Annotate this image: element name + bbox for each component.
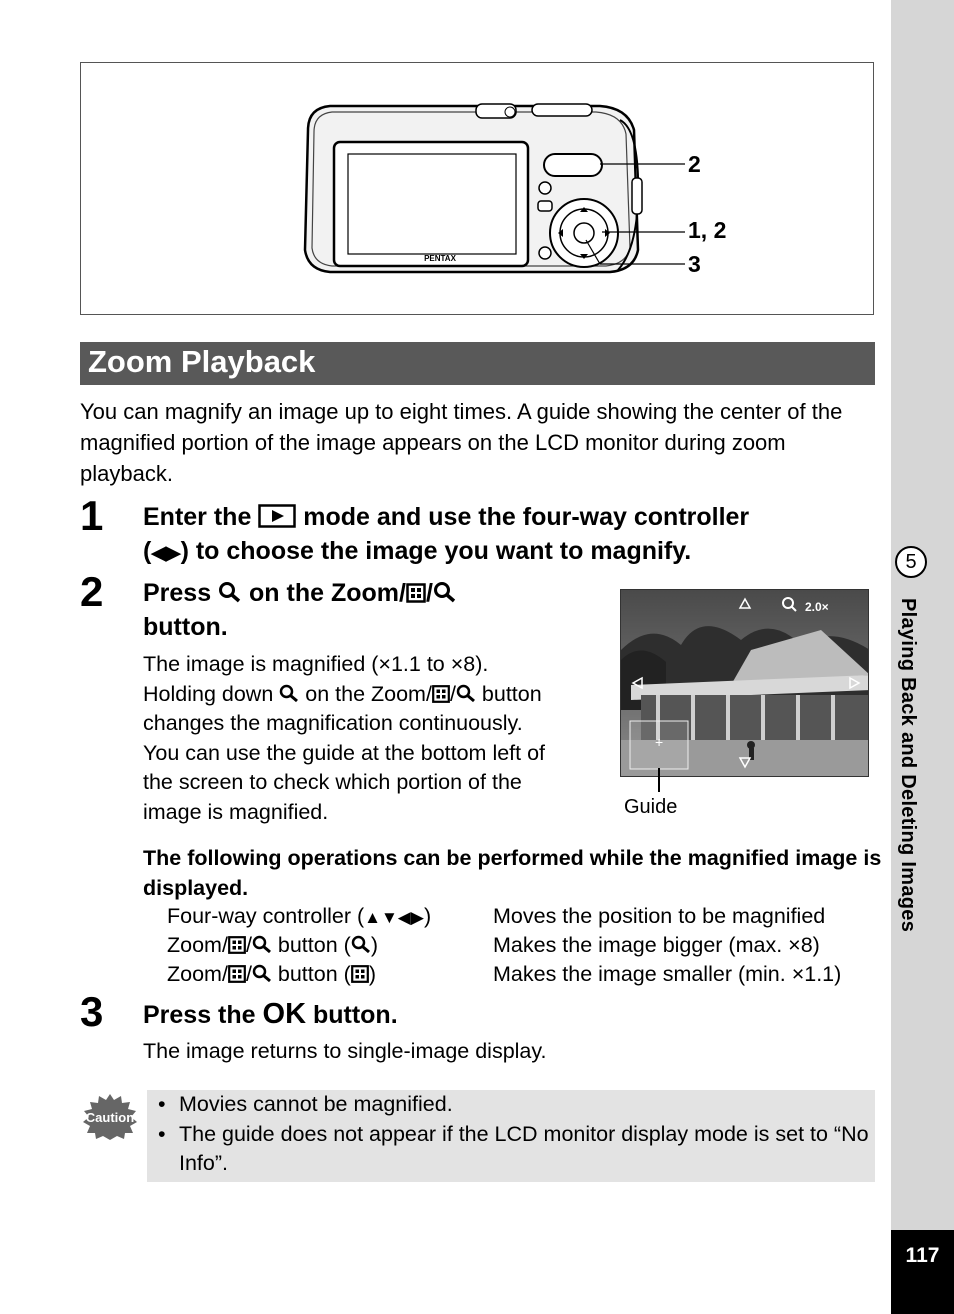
step-2-body-line-2b: on the Zoom/ [305, 681, 432, 706]
left-right-arrows-icon: ◀▶ [151, 543, 181, 564]
step-1-text-a: Enter the [143, 503, 252, 531]
operation-desc-zoom-out: Makes the image smaller (min. ×1.1) [493, 962, 842, 986]
thumbnail-icon-2 [432, 685, 450, 703]
thumbnail-icon [406, 579, 426, 607]
caution-icon-label: Caution [85, 1110, 135, 1125]
step-2-slash: / [425, 579, 433, 607]
step-2-body-line-4: You can use the guide at the bottom left of [143, 740, 546, 765]
ok-button-icon: OK [262, 998, 307, 1030]
lcd-zoom-example-image [620, 589, 869, 777]
operation-key-out-a: Zoom/ [167, 962, 228, 986]
step-2-body-line-5: the screen to check which portion of the [143, 770, 522, 794]
zoom-tele-icon-7 [252, 964, 272, 983]
operation-key-out-slash: / [245, 962, 252, 986]
step-2-text-a: Press [143, 579, 212, 607]
operation-key-in-c: button ( [271, 933, 351, 957]
zoom-tele-icon-5 [252, 935, 272, 954]
operations-heading: The following operations can be performed while the magnified image is displayed. [143, 846, 882, 900]
guide-pointer-line [658, 768, 660, 792]
intro-paragraph: You can magnify an image up to eight times. A guide showing the center of the magnified portion of the image appears on the LCD monitor during zoom playback. [80, 399, 843, 486]
callout-zoom: 2 [688, 151, 701, 177]
step-1-text-c: ( [143, 537, 152, 565]
caution-icon [82, 1092, 138, 1140]
step-3-text-b: button. [312, 1001, 398, 1029]
thumbnail-icon-3 [228, 936, 246, 954]
operation-desc-zoom-in: Makes the image bigger (max. ×8) [493, 933, 820, 957]
camera-brand: PENTAX [424, 254, 456, 263]
operation-desc-move: Moves the position to be magnified [493, 904, 826, 928]
step-2-body-line-2a: Holding down [143, 681, 274, 706]
step-3-number: 3 [80, 988, 104, 1035]
step-1-text-b: mode and use the four-way controller [303, 503, 750, 531]
zoom-tele-icon-3 [279, 684, 299, 703]
thumbnail-icon-4 [228, 965, 246, 983]
step-2-body-line-2c: button [481, 681, 542, 706]
bullet-icon: • [158, 1121, 166, 1146]
step-2-text-c: button. [143, 613, 228, 641]
operation-key-move-a: Four-way controller ( [167, 904, 365, 928]
thumbnail-icon-5 [351, 965, 369, 983]
step-3-text [143, 997, 398, 1032]
operation-key-out-d: ) [368, 962, 376, 986]
step-2-body-line-3: changes the magnification continuously. [143, 711, 523, 735]
step-3-body: The image returns to single-image display. [143, 1039, 547, 1063]
zoom-tele-icon-2 [433, 579, 457, 607]
page-number: 117 [891, 1230, 954, 1314]
operation-key-in-a: Zoom/ [167, 933, 228, 957]
operation-key-out-c: button ( [271, 962, 351, 986]
caution-item [158, 1120, 870, 1179]
step-2-body-line-1: The image is magnified (×1.1 to ×8). [143, 652, 489, 676]
step-2-body-slash: / [449, 681, 456, 706]
chapter-number: 5 [895, 546, 927, 578]
chapter-title: Playing Back and Deleting Images [897, 598, 919, 933]
step-2-text-b: on the Zoom/ [249, 579, 406, 607]
callout-controller: 1, 2 [688, 217, 727, 243]
operation-row-zoom-in [167, 931, 378, 961]
caution-item-text-1: Movies cannot be magnified. [179, 1092, 453, 1116]
operation-row-zoom-out [167, 960, 376, 990]
step-3-text-a: Press the [143, 1001, 256, 1029]
svg-text:+: + [655, 734, 664, 750]
section-title: Zoom Playback [88, 344, 316, 379]
caution-item-text-2: The guide does not appear if the LCD monitor display mode is set to “No Info”. [179, 1121, 869, 1175]
bullet-icon: • [158, 1092, 166, 1116]
zoom-tele-icon-4 [456, 684, 476, 703]
step-2-body [143, 650, 613, 827]
callout-ok: 3 [688, 251, 701, 277]
operation-row-move [167, 902, 431, 933]
operation-key-move-b: ) [423, 904, 432, 928]
step-1-text [143, 500, 883, 571]
operation-key-in-d: ) [370, 933, 378, 957]
step-1-number: 1 [80, 492, 104, 539]
caution-item [158, 1090, 870, 1120]
guide-label: Guide [624, 796, 678, 818]
operation-key-in-slash: / [245, 933, 252, 957]
step-2-body-line-6: image is magnified. [143, 799, 329, 824]
zoom-tele-icon [218, 579, 249, 607]
caution-list [158, 1090, 870, 1179]
four-way-arrows-icon: ▲▼◀▶ [364, 908, 424, 927]
step-2-number: 2 [80, 568, 104, 615]
zoom-tele-icon-6 [351, 935, 371, 954]
step-1-text-d: ) to choose the image you want to magnify. [180, 537, 692, 565]
camera-back-illustration [300, 100, 740, 280]
playback-mode-icon [258, 504, 296, 528]
step-2-text [143, 576, 613, 644]
lcd-zoom-level: 2.0× [805, 600, 829, 614]
